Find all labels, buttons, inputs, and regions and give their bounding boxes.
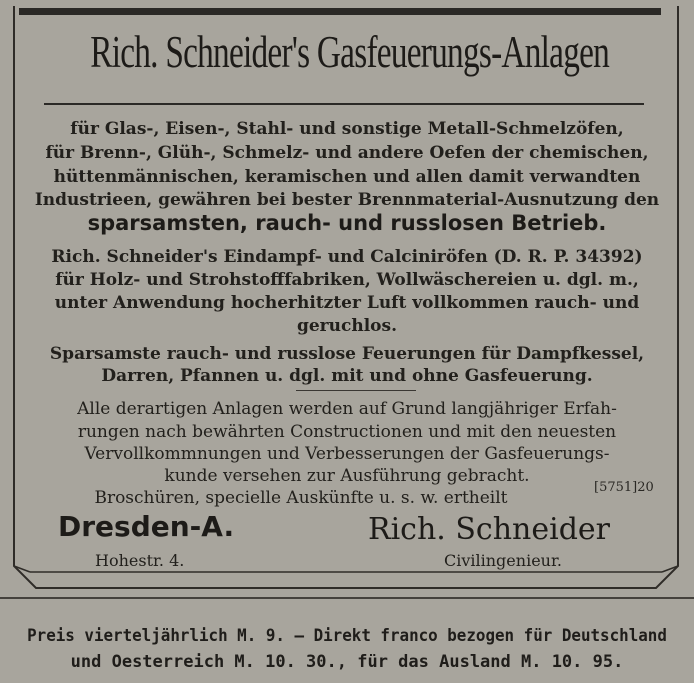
reference-code: [5751]20 bbox=[594, 480, 654, 495]
paragraph4-line3: Vervollkommnungen und Verbesserungen der Gasfeuerungs- bbox=[84, 444, 610, 464]
owner-name: Rich. Schneider bbox=[368, 512, 611, 547]
paragraph2-line3: unter Anwendung hocherhitzter Luft vollkommen rauch- und bbox=[54, 293, 640, 313]
footer-line2: und Oesterreich M. 10. 30., für das Ausland M. 10. 95. bbox=[70, 652, 624, 672]
brochure-line: Broschüren, specielle Auskünfte u. s. w. ertheilt bbox=[94, 488, 508, 508]
section-divider bbox=[296, 390, 416, 391]
footer-line1: Preis vierteljährlich M. 9. — Direkt franco bezogen für Deutschland bbox=[27, 626, 667, 646]
paragraph2-line4: geruchlos. bbox=[296, 316, 398, 336]
footer-divider bbox=[0, 597, 694, 599]
paragraph4-line2: rungen nach bewährten Constructionen und mit den neuesten bbox=[77, 422, 617, 442]
city-name: Dresden-A. bbox=[58, 510, 235, 543]
paragraph1-line3: hüttenmännischen, keramischen und allen damit verwandten bbox=[53, 167, 641, 187]
paragraph4-line1: Alle derartigen Anlagen werden auf Grund langjähriger Erfah- bbox=[77, 399, 617, 419]
emphasis-line: sparsamsten, rauch- und russlosen Betrieb. bbox=[87, 211, 607, 235]
headline: Rich. Schneider's Gasfeuerungs-Anlagen bbox=[90, 27, 610, 77]
paragraph2-line2: für Holz- und Strohstofffabriken, Wollwäschereien u. dgl. m., bbox=[55, 270, 639, 290]
street-address: Hohestr. 4. bbox=[95, 551, 185, 570]
top-heavy-rule bbox=[19, 8, 661, 15]
headline-underline bbox=[44, 103, 644, 105]
paragraph1-line2: für Brenn-, Glüh-, Schmelz- und andere Oefen der chemischen, bbox=[45, 143, 649, 163]
paragraph4-line4: kunde versehen zur Ausführung gebracht. bbox=[164, 466, 530, 486]
paragraph2-line1: Rich. Schneider's Eindampf- und Calciniröfen (D. R. P. 34392) bbox=[51, 247, 643, 267]
paragraph3-line1: Sparsamste rauch- und russlose Feuerungen für Dampfkessel, bbox=[49, 344, 645, 364]
paragraph3-line2: Darren, Pfannen u. dgl. mit und ohne Gasfeuerung. bbox=[101, 366, 593, 386]
owner-title: Civilingenieur. bbox=[444, 551, 562, 570]
paragraph1-line4: Industrieen, gewähren bei bester Brennmaterial-Ausnutzung den bbox=[34, 190, 660, 210]
paragraph1-line1: für Glas-, Eisen-, Stahl- und sonstige Metall-Schmelzöfen, bbox=[70, 119, 624, 139]
